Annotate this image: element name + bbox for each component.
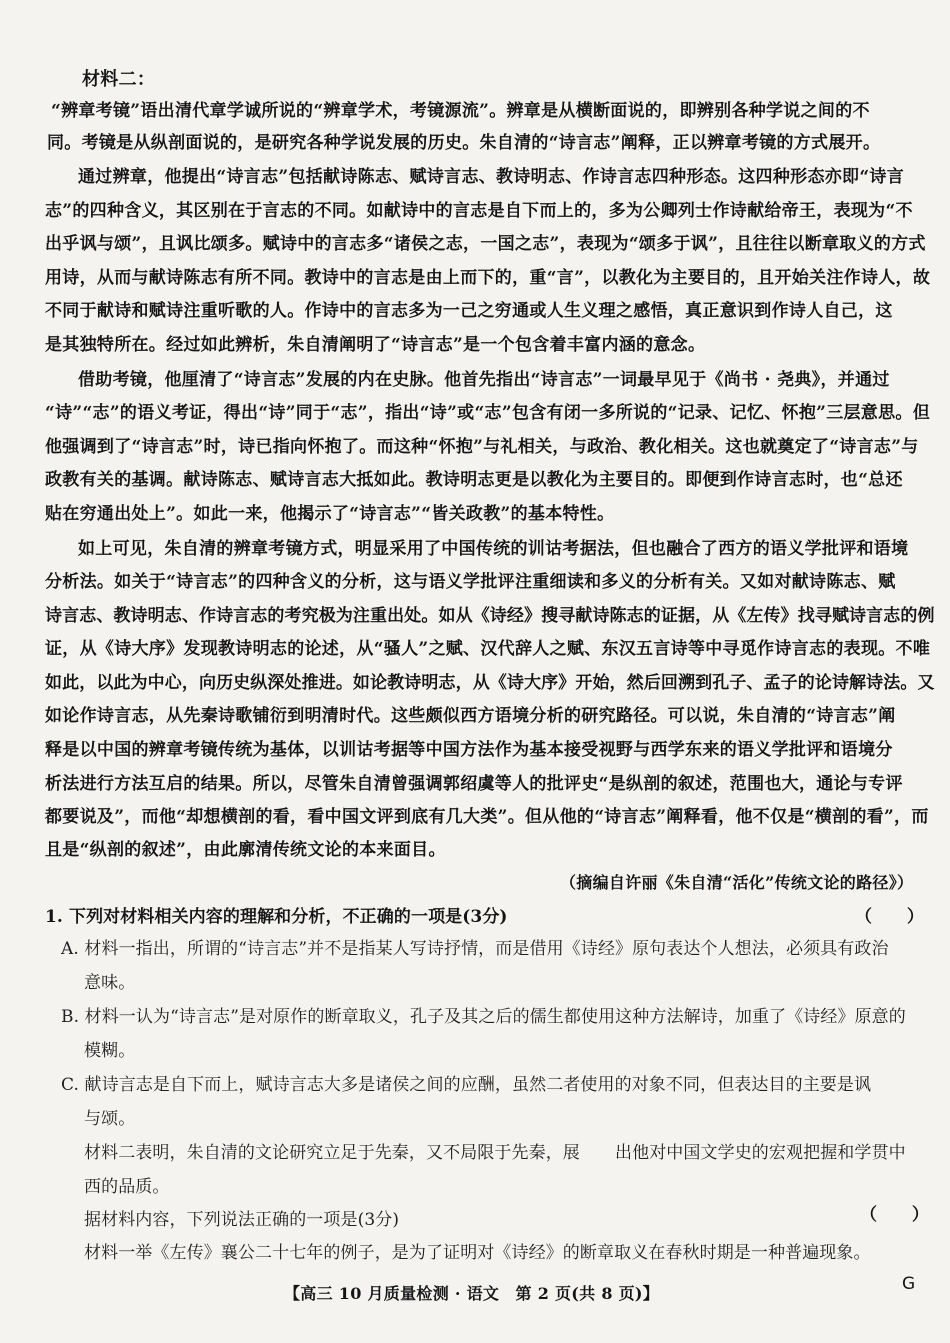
material2-line: 借助考镜，他厘清了“诗言志”发展的内在史脉。他首先指出“诗言志”一词最早见于《尚书 · 尧典》，并通过 (78, 370, 890, 390)
question-1-option-d-cont: 西的品质。 (84, 1177, 170, 1197)
corner-mark: G (902, 1274, 916, 1294)
material2-line: 如此，以此为中心，向历史纵深处推进。如论教诗明志，从《诗大序》开始，然后回溯到孔子、孟子的论诗解诗法。又 (45, 673, 935, 693)
material2-line: 同。考镜是从纵剖面说的，是研究各种学说发展的历史。朱自清的“诗言志”阐释，正以辨章考镜的方式展开。 (47, 133, 881, 153)
material2-line: 释是以中国的辨章考镜传统为基体，以训诂考据等中国方法作为基本接受视野与西学东来的语义学批评和语境分 (45, 740, 893, 760)
question-1-option-d: 材料二表明，朱自清的文论研究立足于先秦，又不局限于先秦，展 (84, 1143, 580, 1163)
material2-line: 通过辨章，他提出“诗言志”包括献诗陈志、赋诗言志、教诗明志、作诗言志四种形态。这四种形态亦即“诗言 (78, 167, 905, 187)
question-1-option-c-cont: 与颂。 (84, 1109, 136, 1129)
material2-line: 出乎讽与颂”，且讽比颂多。赋诗中的言志多“诸侯之志，一国之志”，表现为“颂多于讽”，且往往以断章取义的方式 (45, 234, 926, 254)
material2-line: “诗”“志”的语义考证，得出“诗”同于“志”，指出“诗”或“志”包含有闭一多所说的“记录、记忆、怀抱”三层意思。但 (45, 403, 930, 423)
question-1-option-a: A. 材料一指出，所谓的“诗言志”并不是指某人写诗抒情，而是借用《诗经》原句表达个人想法，必须具有政治 (61, 939, 889, 959)
material2-line: 不同于献诗和赋诗注重听歌的人。作诗中的言志多为一己之穷通或人生义理之感悟，真正意识到作诗人自己，这 (45, 301, 893, 321)
material2-line: 贴在穷通出处上”。如此一来，他揭示了“诗言志”“皆关政教”的基本特性。 (45, 504, 615, 524)
question-2-stem: 据材料内容，下列说法正确的一项是(3分) (84, 1210, 400, 1230)
material2-line: 证，从《诗大序》发现教诗明志的论述，从“骚人”之赋、汉代辞人之赋、东汉五言诗等中寻觅作诗言志的表现。不唯 (45, 639, 931, 659)
material2-line: 用诗，从而与献诗陈志有所不同。教诗中的言志是由上而下的，重“言”，以教化为主要目的，且开始关注作诗人，故 (45, 268, 931, 288)
material2-line: 都要说及”，而他“却想横剖的看，看中国文评到底有几大类”。但从他的“诗言志”阐释看，他不仅是“横剖的看”，而 (45, 807, 929, 827)
question-1-answer-slot: （ ） (855, 907, 925, 927)
question-1-option-a-cont: 意味。 (84, 973, 136, 993)
material2-line: 政教有关的基调。献诗陈志、赋诗言志大抵如此。教诗明志更是以教化为主要目的。即便到作诗言志时，也“总还 (45, 470, 903, 490)
material2-line: 他强调到了“诗言志”时，诗已指向怀抱了。而这种“怀抱”与礼相关，与政治、教化相关。这也就奠定了“诗言志”与 (45, 437, 919, 457)
material2-line: 析法进行方法互启的结果。所以，尽管朱自清曾强调郭绍虞等人的批评史“是纵剖的叙述，范围也大，通论与专评 (45, 774, 903, 794)
material2-line: “辨章考镜”语出清代章学诚所说的“辨章学术，考镜源流”。辨章是从横断面说的，即辨别各种学说之间的不 (51, 101, 870, 121)
question-1-stem: 1. 下列对材料相关内容的理解和分析，不正确的一项是(3分) (45, 907, 508, 927)
page-footer: 【高三 10 月质量检测 · 语文 第 2 页(共 8 页)】 (284, 1284, 660, 1303)
question-1-option-b-cont: 模糊。 (84, 1041, 136, 1061)
material2-heading: 材料二： (82, 69, 156, 90)
material2-line: 如论作诗言志，从先秦诗歌铺衍到明清时代。这些颇似西方语境分析的研究路径。可以说，朱自清的“诗言志”阐 (45, 706, 896, 726)
material2-line: 志”的四种含义，其区别在于言志的不同。如献诗中的言志是自下而上的，多为公卿列士作诗献给帝王，表现为“不 (45, 201, 913, 221)
material2-source: （摘编自许丽《朱自清“活化”传统文论的路径》） (560, 873, 914, 892)
material2-line: 诗言志、教诗明志、作诗言志的考究极为注重出处。如从《诗经》搜寻献诗陈志的证据，从《左传》找寻赋诗言志的例 (45, 606, 935, 626)
question-1-option-b: B. 材料一认为“诗言志”是对原作的断章取义，孔子及其之后的儒生都使用这种方法解诗，加重了《诗经》原意的 (61, 1007, 906, 1027)
question-1-option-d-part2: 出他对中国文学史的宏观把握和学贯中 (615, 1143, 906, 1163)
question-2-answer-slot: （ ） (860, 1205, 930, 1225)
question-1-option-c: C. 献诗言志是自下而上，赋诗言志大多是诸侯之间的应酬，虽然二者使用的对象不同，但表达目的主要是讽 (61, 1075, 872, 1095)
material2-line: 如上可见，朱自清的辨章考镜方式，明显采用了中国传统的训诂考据法，但也融合了西方的语义学批评和语境 (78, 539, 909, 559)
material2-line: 且是“纵剖的叙述”，由此廓清传统文论的本来面目。 (45, 840, 446, 860)
material2-line: 是其独特所在。经过如此辨析，朱自清阐明了“诗言志”是一个包含着丰富内涵的意念。 (45, 335, 706, 355)
question-2-option-a: 材料一举《左传》襄公二十七年的例子，是为了证明对《诗经》的断章取义在春秋时期是一种普遍现象。 (84, 1243, 871, 1263)
material2-line: 分析法。如关于“诗言志”的四种含义的分析，这与语义学批评注重细读和多义的分析有关。又如对献诗陈志、赋 (45, 572, 896, 592)
